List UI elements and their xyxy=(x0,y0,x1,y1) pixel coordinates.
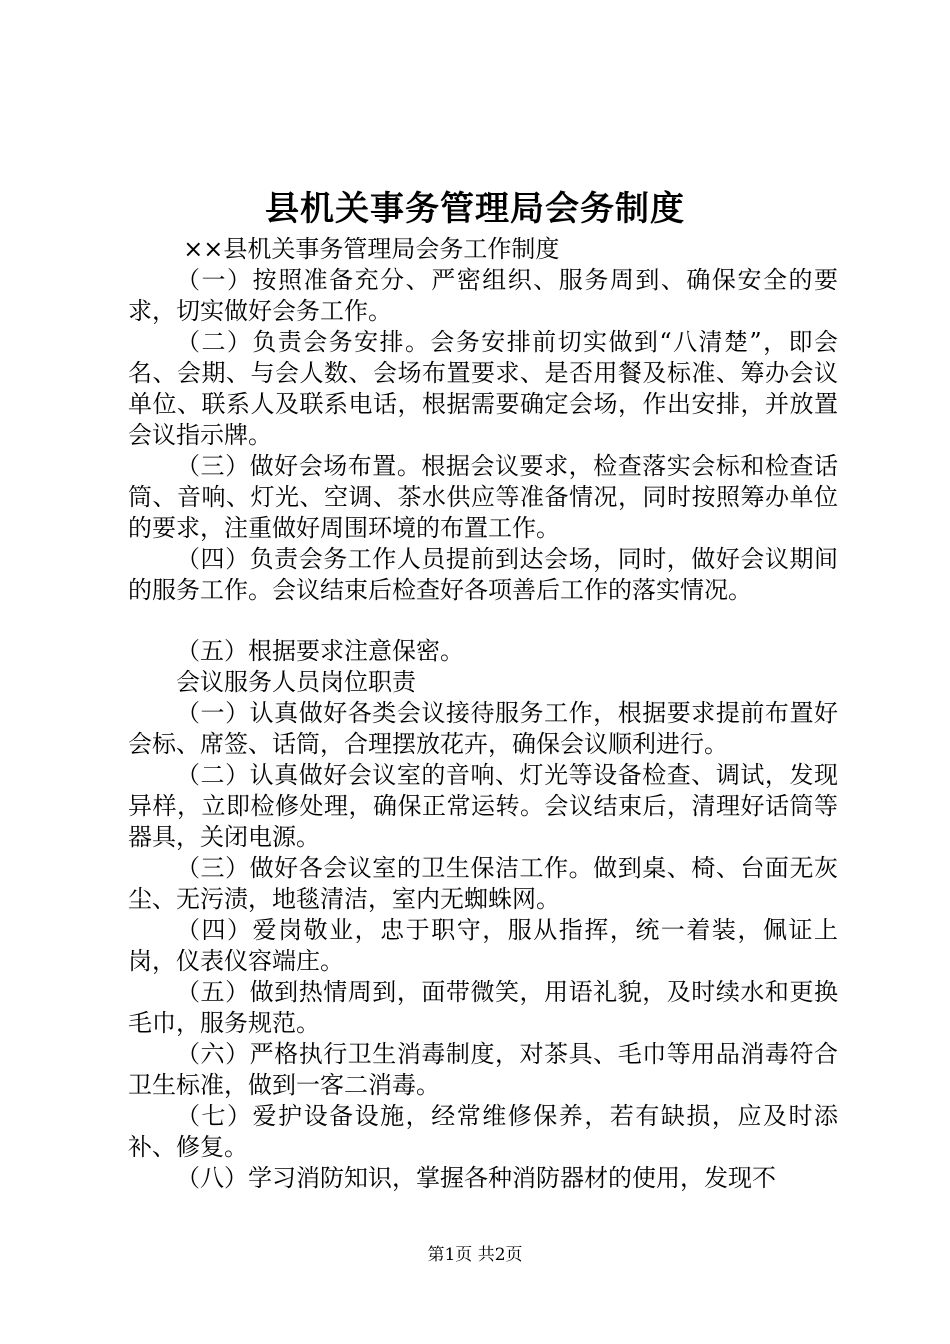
paragraph: （一）认真做好各类会议接待服务工作，根据要求提前布置好会标、席签、话筒，合理摆放花卉，确保会议顺利进行。 xyxy=(128,699,838,758)
paragraph-spacer xyxy=(128,606,838,636)
page-number-footer: 第1页 共2页 xyxy=(427,1245,523,1265)
paragraph: （八）学习消防知识，掌握各种消防器材的使用，发现不 xyxy=(176,1164,776,1192)
section-heading: 会议服务人员岗位职责 xyxy=(176,668,416,696)
paragraph: （一）按照准备充分、严密组织、服务周到、确保安全的要求，切实做好会务工作。 xyxy=(128,266,838,325)
paragraph-subtitle: ××县机关事务管理局会务工作制度 xyxy=(183,235,560,263)
document-title: 县机关事务管理局会务制度 xyxy=(265,189,685,229)
paragraph: （五）做到热情周到，面带微笑，用语礼貌，及时续水和更换毛巾，服务规范。 xyxy=(128,978,838,1037)
paragraph: （四）爱岗敬业，忠于职守，服从指挥，统一着装，佩证上岗，仪表仪容端庄。 xyxy=(128,916,838,975)
paragraph: （三）做好会场布置。根据会议要求，检查落实会标和检查话筒、音响、灯光、空调、茶水供应等准备情况，同时按照筹办单位的要求，注重做好周围环境的布置工作。 xyxy=(128,452,838,542)
paragraph: （四）负责会务工作人员提前到达会场，同时，做好会议期间的服务工作。会议结束后检查好各项善后工作的落实情况。 xyxy=(128,545,838,604)
paragraph: （七）爱护设备设施，经常维修保养，若有缺损，应及时添补、修复。 xyxy=(128,1102,838,1161)
paragraph: （三）做好各会议室的卫生保洁工作。做到桌、椅、台面无灰尘、无污渍，地毯清洁，室内无蜘蛛网。 xyxy=(128,854,838,913)
paragraph: （六）严格执行卫生消毒制度，对茶具、毛巾等用品消毒符合卫生标准，做到一客二消毒。 xyxy=(128,1040,838,1099)
paragraph: （五）根据要求注意保密。 xyxy=(176,637,464,665)
paragraph: （二）认真做好会议室的音响、灯光等设备检查、调试，发现异样，立即检修处理，确保正常运转。会议结束后，清理好话筒等器具，关闭电源。 xyxy=(128,761,838,851)
document-body xyxy=(128,234,838,1194)
paragraph: （二）负责会务安排。会务安排前切实做到“八清楚”，即会名、会期、与会人数、会场布置要求、是否用餐及标准、筹办会议单位、联系人及联系电话，根据需要确定会场，作出安排，并放置会议指示牌。 xyxy=(128,328,838,449)
